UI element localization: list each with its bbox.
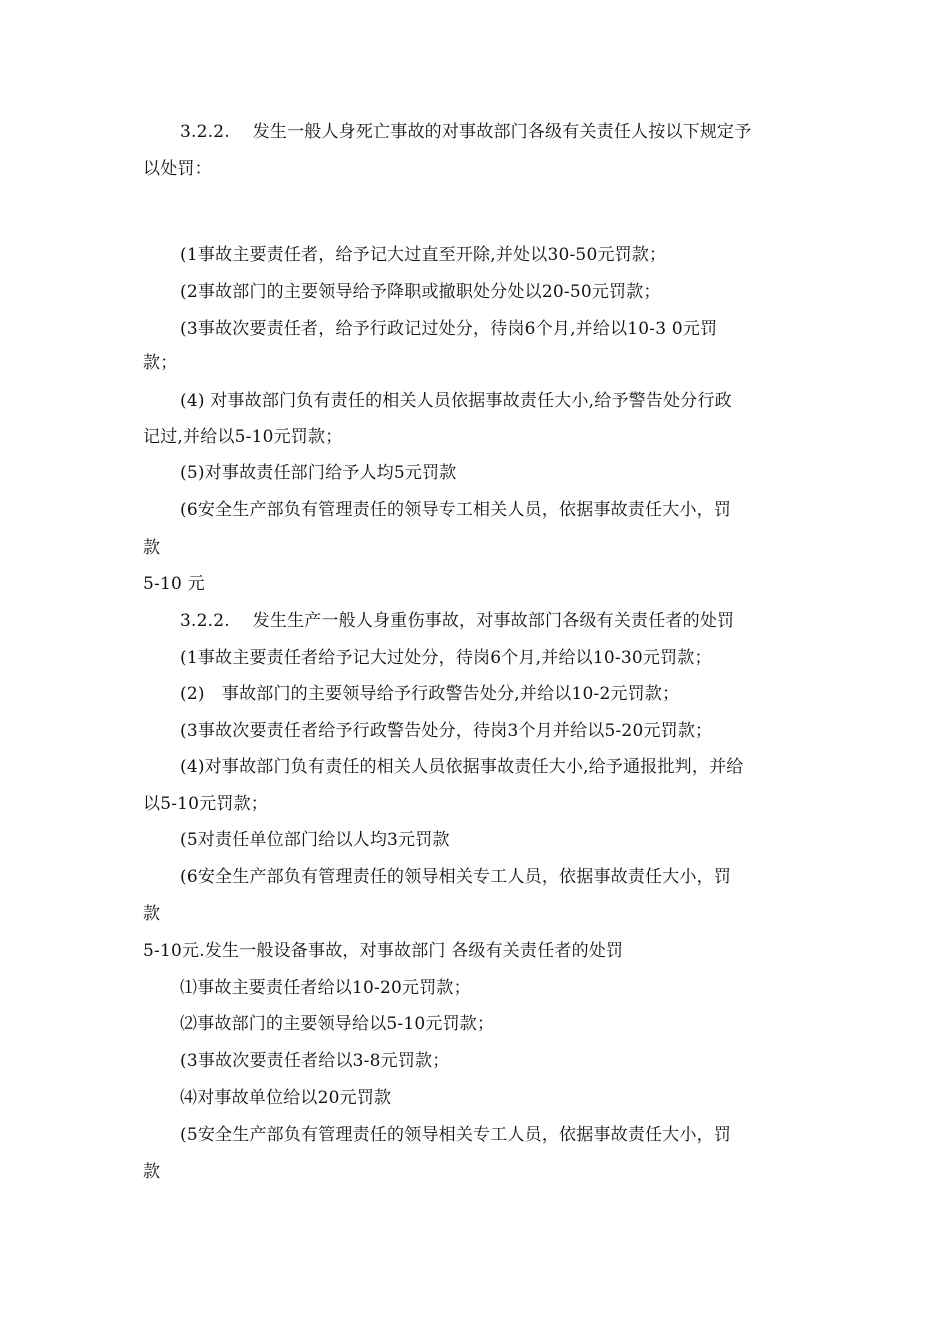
text-line: 3.2.2. 发生一般人身死亡事故的对事故部门各级有关责任人按以下规定予 [180,122,752,142]
text-line: (5安全生产部负有管理责任的领导相关专工人员，依据事故责任大小，罚 [180,1125,732,1145]
text-line: (3事故次要责任者给以3-8元罚款； [180,1051,450,1071]
text-line: 5-10 元 [143,574,205,594]
text-line: ⑵事故部门的主要领导给以5-10元罚款； [180,1014,495,1034]
text-line: (6安全生产部负有管理责任的领导相关专工人员，依据事故责任大小，罚 [180,867,732,887]
text-line: (1事故主要责任者给予记大过处分，待岗6个月,并给以10-30元罚款； [180,648,712,668]
text-line: 5-10元.发生一般设备事故，对事故部门 各级有关责任者的处罚 [143,941,624,961]
text-line: (4)对事故部门负有责任的相关人员依据事故责任大小,给予通报批判，并给 [180,757,744,777]
text-line: (2) 事故部门的主要领导给予行政警告处分,并给以10-2元罚款； [180,684,680,704]
text-line: (3事故次要责任者，给予行政记过处分，待岗6个月,并给以10-3 0元罚 [180,319,718,339]
text-line: (4) 对事故部门负有责任的相关人员依据事故责任大小,给予警告处分行政 [180,391,732,411]
text-line: 款 [143,1162,161,1182]
text-line: 款 [143,538,161,558]
text-line: (6安全生产部负有管理责任的领导专工相关人员，依据事故责任大小，罚 [180,500,732,520]
text-line: 款 [143,904,161,924]
text-line: (2事故部门的主要领导给予降职或撤职处分处以20-50元罚款； [180,282,661,302]
text-line: (3事故次要责任者给予行政警告处分，待岗3个月并给以5-20元罚款； [180,721,713,741]
text-line: (5对责任单位部门给以人均3元罚款 [180,830,450,850]
text-line: 3.2.2. 发生生产一般人身重伤事故，对事故部门各级有关责任者的处罚 [180,611,735,631]
text-line: (5)对事故责任部门给予人均5元罚款 [180,463,457,483]
text-line: ⑷对事故单位给以20元罚款 [180,1088,392,1108]
text-line: ⑴事故主要责任者给以10-20元罚款； [180,978,471,998]
text-line: 记过,并给以5-10元罚款； [143,427,343,447]
text-line: 以5-10元罚款； [143,794,268,814]
text-line: 款； [143,353,178,373]
text-line: 以处罚： [143,159,212,179]
text-line: (1事故主要责任者，给予记大过直至开除,并处以30-50元罚款； [180,245,667,265]
